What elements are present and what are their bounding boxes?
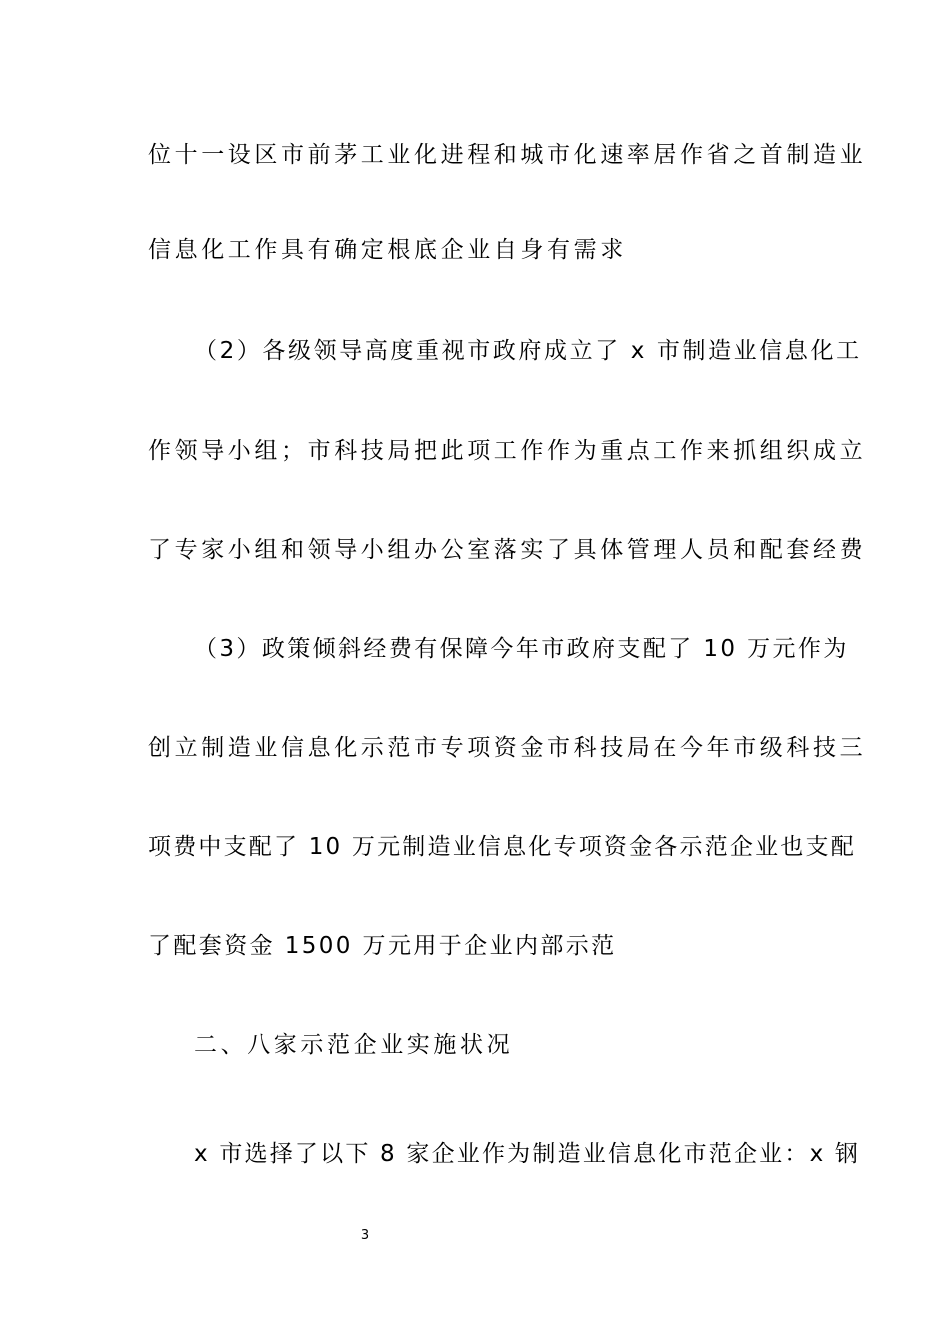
paragraph-line-4: 作领导小组；市科技局把此项工作作为重点工作来抓组织成立 <box>148 438 867 464</box>
page-number: 3 <box>360 1228 370 1243</box>
paragraph-line-9: 了配套资金 1500 万元用于企业内部示范 <box>148 933 617 959</box>
paragraph-line-7: 创立制造业信息化示范市专项资金市科技局在今年市级科技三 <box>148 735 867 761</box>
paragraph-line-8: 项费中支配了 10 万元制造业信息化专项资金各示范企业也支配 <box>148 834 856 860</box>
paragraph-line-5: 了专家小组和领导小组办公室落实了具体管理人员和配套经费 <box>148 537 867 563</box>
paragraph-line-10: x 市选择了以下 8 家企业作为制造业信息化市范企业：x 钢 <box>194 1141 861 1167</box>
paragraph-line-3: （2）各级领导高度重视市政府成立了 x 市制造业信息化工 <box>194 338 862 364</box>
paragraph-line-2: 信息化工作具有确定根底企业自身有需求 <box>148 237 627 263</box>
paragraph-line-1: 位十一设区市前茅工业化进程和城市化速率居作省之首制造业 <box>148 142 867 168</box>
section-heading: 二、八家示范企业实施状况 <box>194 1032 514 1058</box>
paragraph-line-6: （3）政策倾斜经费有保障今年市政府支配了 10 万元作为 <box>194 636 849 662</box>
